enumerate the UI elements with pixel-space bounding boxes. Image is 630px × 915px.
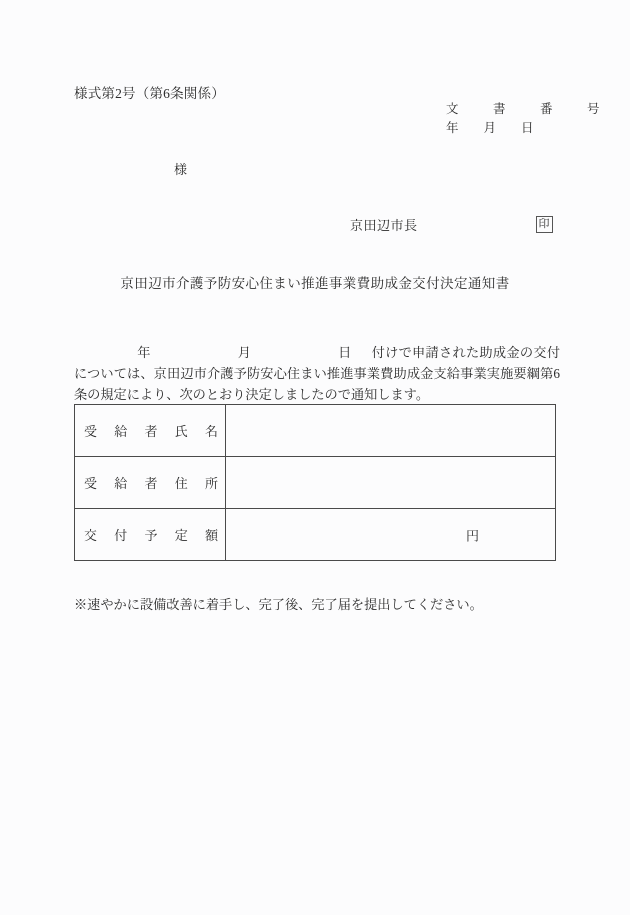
label-char: 者 (144, 424, 158, 439)
label-char: 住 (174, 476, 188, 491)
label-char: 額 (204, 528, 218, 543)
document-meta-block (446, 100, 611, 138)
document-date-label: 年 月 日 (446, 121, 534, 135)
body-paragraph (74, 342, 560, 405)
field-grant-amount[interactable] (226, 509, 556, 561)
table-row (75, 509, 556, 561)
footnote-note: ※速やかに設備改善に着手し、完了後、完了届を提出してください。 (74, 597, 483, 612)
label-char: 受 (84, 476, 98, 491)
form-number: 様式第2号（第6条関係） (74, 86, 225, 101)
table-row (75, 405, 556, 457)
grant-details-table (74, 404, 556, 561)
application-date-blank: 年 月 日 (137, 345, 372, 361)
addressee-honorific: 様 (174, 162, 188, 177)
field-recipient-name[interactable] (226, 405, 556, 457)
label-char: 者 (144, 476, 158, 491)
label-char: 付 (114, 528, 128, 543)
table-row (75, 457, 556, 509)
field-recipient-address[interactable] (226, 457, 556, 509)
currency-unit-yen: 円 (466, 528, 480, 543)
label-char: 交 (84, 528, 98, 543)
body-text: 付けで申請された助成金の交付については、京田辺市介護予防安心住まい推進事業費助成金支給事業実施要綱第6条の規定により、次のとおり決定しましたので通知します。 (74, 345, 561, 403)
document-number-label: 文 書 番 号 (446, 102, 611, 116)
label-char: 定 (174, 528, 188, 543)
label-char: 予 (144, 528, 158, 543)
row-label-recipient-name (75, 405, 226, 457)
label-char: 受 (84, 424, 98, 439)
issuer-line (350, 215, 553, 234)
seal-stamp-box: 印 (536, 216, 553, 233)
label-char: 所 (204, 476, 218, 491)
document-title: 京田辺市介護予防安心住まい推進事業費助成金交付決定通知書 (120, 276, 510, 291)
label-char: 名 (204, 424, 218, 439)
label-char: 氏 (174, 424, 188, 439)
label-char: 給 (114, 424, 128, 439)
label-char: 給 (114, 476, 128, 491)
issuer-name: 京田辺市長 (350, 218, 418, 233)
row-label-recipient-address (75, 457, 226, 509)
row-label-grant-amount (75, 509, 226, 561)
